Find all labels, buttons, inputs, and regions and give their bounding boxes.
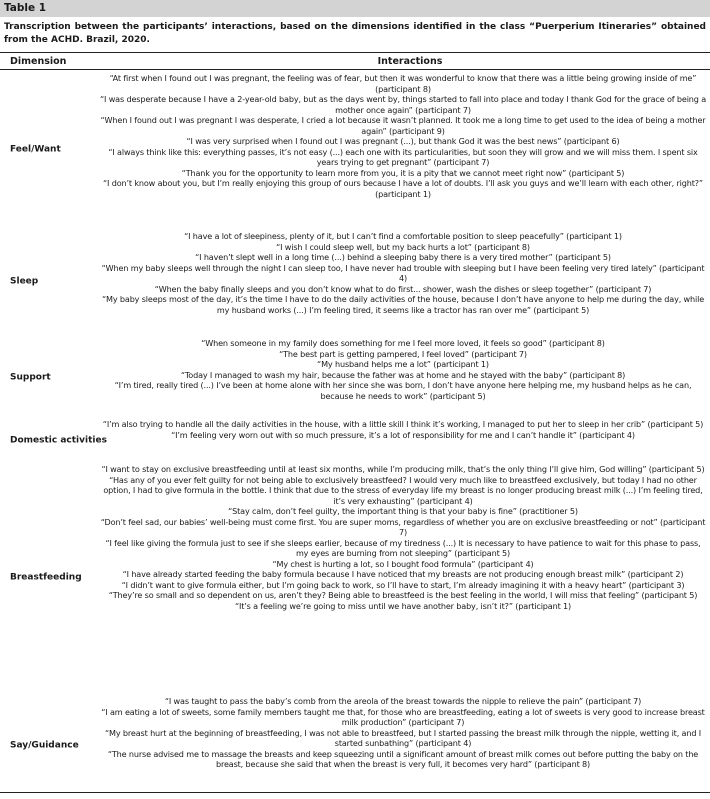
interaction-quote: “Stay calm, don’t feel guilty, the important thing is that your baby is fine” (practitioner 5) [228,506,578,516]
interaction-quote: “I have a lot of sleepiness, plenty of it, but I can’t find a comfortable position to sleep peacefully” (participant 1) [184,231,622,241]
header-row [0,52,710,70]
dimension-cell: Support [10,372,51,383]
interactions-cell [100,419,706,440]
interactions-cell [100,231,706,315]
interaction-quote: “I want to stay on exclusive breastfeeding until at least six months, while I’m producing milk, that’s the only thing I’ll give him, God willing” (participant 5) [101,464,705,474]
interaction-quote: “When the baby finally sleeps and you don’t know what to do first... shower, wash the dishes or sleep together” (participant 7) [154,283,652,294]
interaction-quote: “I have already started feeding the baby formula because I have noticed that my breasts are not producing enough breast milk” (participant 2) [122,569,684,579]
interaction-quote: “The best part is getting pampered, I feel loved” (participant 7) [279,348,527,359]
dimension-cell: Feel/Want [10,144,61,155]
interaction-quote: “I was very surprised when I found out I was pregnant (...), but thank God it was the best news” (participant 6) [186,136,620,146]
interaction-quote: “When I found out I was pregnant I was desperate, I cried a lot because it wasn’t planned. It took me a long time to get used to the idea of being a mother again” (participant 9) [100,115,706,136]
table-title: Table 1 [0,0,710,17]
header-bottom-rule [0,69,710,70]
interaction-quote: “I’m also trying to handle all the daily activities in the house, with a little skill I think it’s working, I managed to put her to sleep in her crib” (participant 5) [102,419,704,429]
interaction-quote: “I always think like this: everything passes, it’s not easy (...) each one with its particularities, but soon they will grow and we will miss them. I spent six years trying to get pregnant” (participant 7) [108,146,698,167]
interaction-quote: “They’re so small and so dependent on us, aren’t they? Being able to breastfeed is the best feeling in the world, I will miss that feeling” (participant 5) [108,590,698,600]
interactions-cell [100,696,706,770]
interaction-quote: “The nurse advised me to massage the breasts and keep squeezing until a significant amount of breast milk comes out before putting the baby on the breast, because she said that when the breast is very full, it becomes very hard” (participant 8) [107,748,699,769]
interaction-quote: “I feel like giving the formula just to see if she sleeps earlier, because of my tiredness (...) It is necessary to have patience to wait for this phase to pass, my eyes are burning from not sleeping” (participant 5) [105,537,701,558]
interactions-cell [100,464,706,611]
interaction-quote: “My breast hurt at the beginning of breastfeeding, I was not able to breastfeed, but I started passing the breast milk through the nipple, wetting it, and I started sunbathing” (participant 4) [104,727,701,748]
interaction-quote: “Thank you for the opportunity to learn more from you, it is a pity that we cannot meet right now” (participant 5) [181,167,625,178]
interaction-quote: “I haven’t slept well in a long time (...) behind a sleeping baby there is a very tired mother” (participant 5) [195,252,611,262]
interaction-quote: “When my baby sleeps well through the night I can sleep too, I have never had trouble with sleeping but I have been feeling very tired lately” (participant 4) [101,262,705,283]
header-interactions: Interactions [377,56,443,67]
interaction-quote: “I was taught to pass the baby’s comb from the areola of the breast towards the nipple to relieve the pain” (participant 7) [164,696,642,706]
interaction-quote: “Today I managed to wash my hair, because the father was at home and he stayed with the baby” (participant 8) [180,369,626,380]
table-caption: Transcription between the participants’ interactions, based on the dimensions identified in the class “Puerperium Itineraries” obtained from the ACHD. Brazil, 2020. [4,22,706,45]
interaction-quote: “I was desperate because I have a 2-year-old baby, but as the days went by, things started to fall into place and today I thank God for the grace of being a mother once again” (participant 7) [100,94,707,115]
interaction-quote: “My baby sleeps most of the day, it’s the time I have to do the daily activities of the house, because I don’t have anyone to help me during the day, while my husband works (...) I’m feeling tired, it seems like a tractor has ran over me” (participant 5) [101,294,705,315]
interaction-quote: “It’s a feeling we’re going to miss until we have another baby, isn’t it?” (participant 1) [234,600,572,611]
interaction-quote: “I am eating a lot of sweets, some family members taught me that, for those who are breastfeeding, eating a lot of sweets is very good to increase breast milk production” (participant 7) [101,706,705,727]
interaction-quote: “I’m feeling very worn out with so much pressure, it’s a lot of responsibility for me and I can’t handle it” (participant 4) [171,429,635,440]
interaction-quote: “I don’t know about you, but I’m really enjoying this group of ours because I have a lot of doubts. I’ll ask you guys and we’ll learn with each other, right?” (participant 1) [103,178,703,199]
interactions-cell [100,338,706,401]
dimension-cell: Sleep [10,276,39,287]
interaction-quote: “Has any of you ever felt guilty for not being able to exclusively breastfeed? I would very much like to breastfeed exclusively, but today I had no other option, I had to give formula in the bottle. I think that due to the stress of everyday life my breast is no longer producing breast milk (...) I’m feeling tired, it’s very exhausting” (participant 4) [103,474,703,506]
interaction-quote: “When someone in my family does something for me I feel more loved, it feels so good” (participant 8) [201,338,605,348]
interaction-quote: “My husband helps me a lot” (participant 1) [317,359,489,369]
header-dimension: Dimension [10,56,67,67]
interactions-cell [100,73,706,199]
dimension-cell: Breastfeeding [10,572,82,583]
interaction-quote: “My chest is hurting a lot, so I bought food formula” (participant 4) [272,558,534,569]
interaction-quote: “I’m tired, really tired (...) I’ve been at home alone with her since she was born, I don’t have anyone here helping me, my husband helps as he can, because he needs to work” (participant 5) [114,380,692,401]
interaction-quote: “I didn’t want to give formula either, but I’m going back to work, so I’ll have to start, I’m already imagining it with a heavy heart” (participant 3) [121,579,685,590]
dimension-cell: Say/Guidance [10,740,79,751]
interaction-quote: “At first when I found out I was pregnant, the feeling was of fear, but then it was wonderful to know that there was a little being growing inside of me” (participant 8) [109,73,697,94]
table-bottom-rule [0,792,710,793]
interaction-quote: “Don’t feel sad, our babies’ well-being must come first. You are super moms, regardless of whether you are on exclusive breastfeeding or not” (participant 7) [100,516,706,537]
interaction-quote: “I wish I could sleep well, but my back hurts a lot” (participant 8) [276,241,530,252]
dimension-cell: Domestic activities [10,435,107,446]
